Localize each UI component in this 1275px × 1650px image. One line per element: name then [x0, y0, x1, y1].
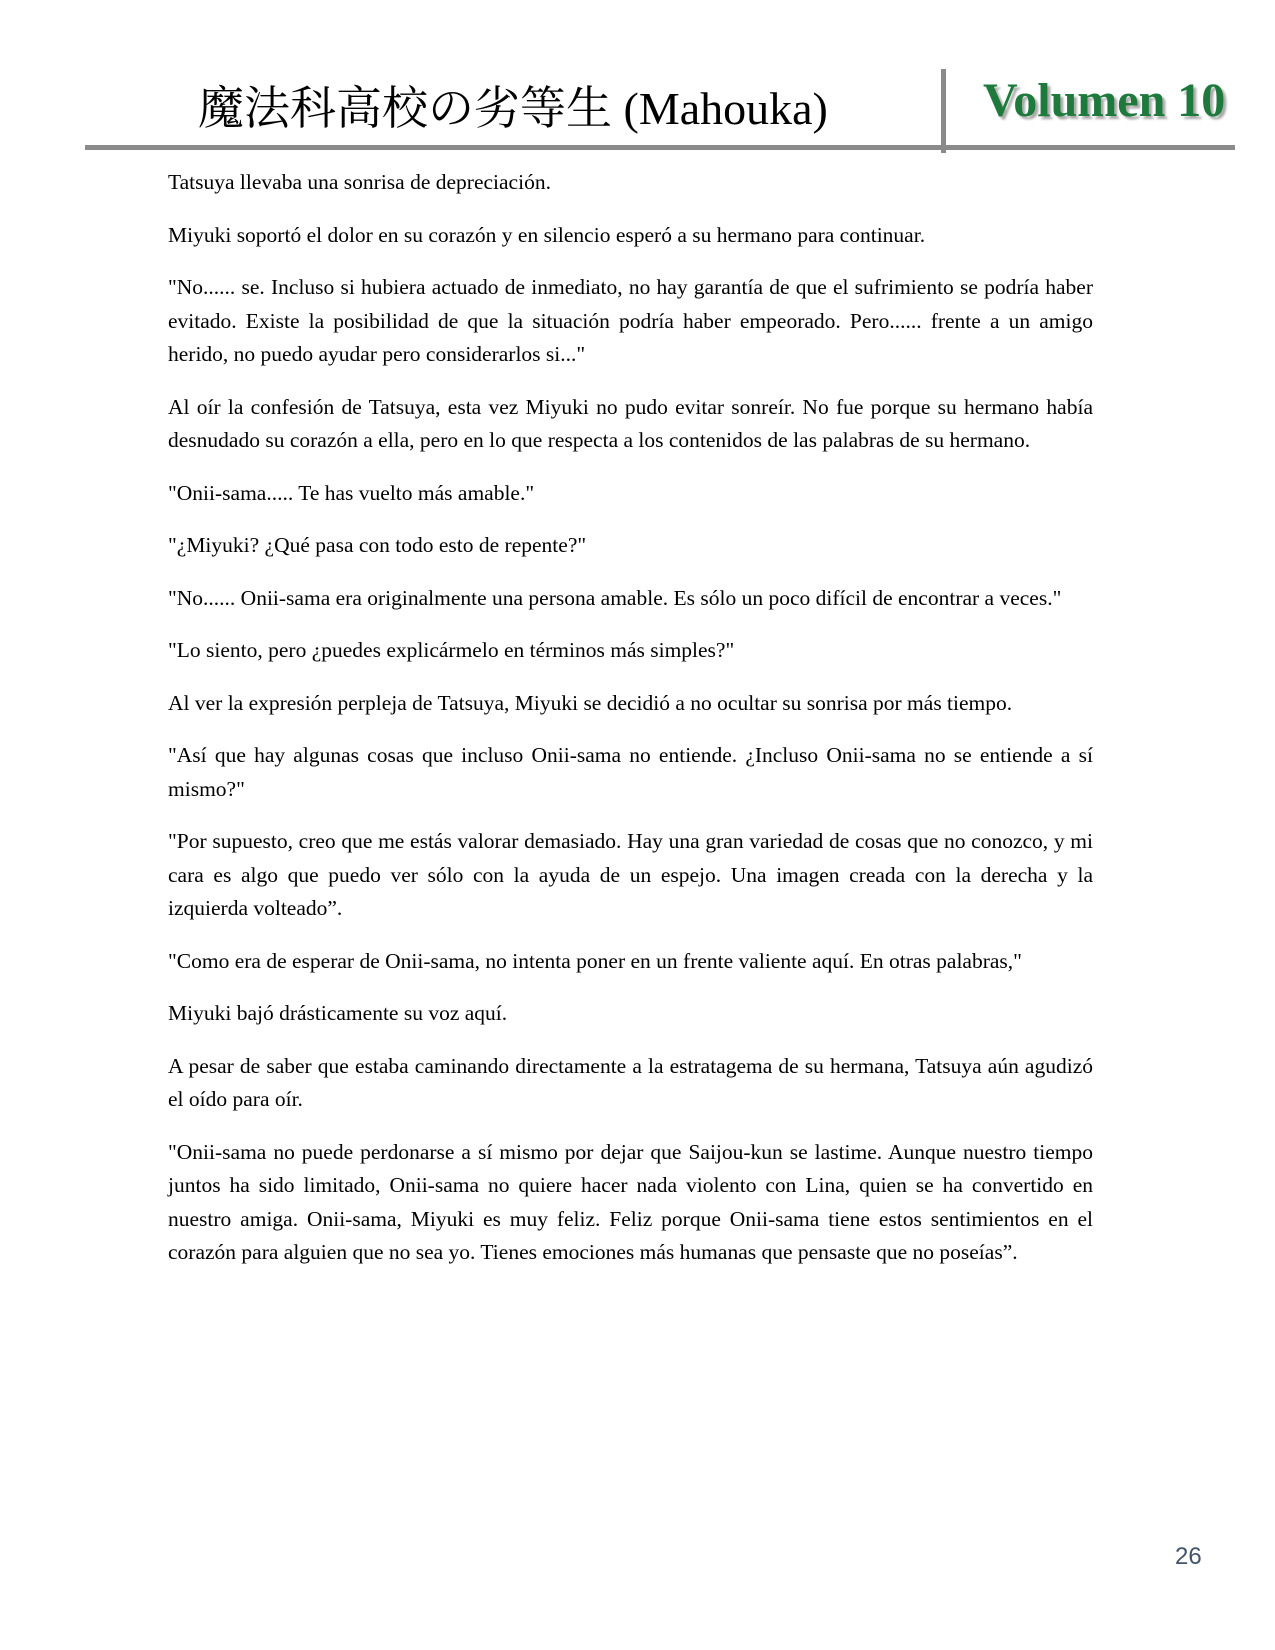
paragraph-07: "No...... Onii-sama era originalmente una persona amable. Es sólo un poco difícil de encontrar a veces."	[168, 585, 1062, 610]
header-horizontal-rule	[85, 145, 1235, 150]
paragraph-08: "Lo siento, pero ¿puedes explicármelo en términos más simples?"	[168, 638, 735, 662]
paragraph-03: "No...... se. Incluso si hubiera actuado de inmediato, no hay garantía de que el sufrimiento se podría haber evitado. Existe la posibilidad de que la situación podría haber empeorado. Pero...... frente a un amigo herido, no puedo ayudar pero considerarlos si..."	[168, 275, 1093, 366]
paragraph-06: "¿Miyuki? ¿Qué pasa con todo esto de repente?"	[168, 533, 587, 557]
paragraph-02: Miyuki soportó el dolor en su corazón y en silencio esperó a su hermano para continuar.	[168, 222, 926, 247]
paragraph-10: "Así que hay algunas cosas que incluso Onii-sama no entiende. ¿Incluso Onii-sama no se entiende a sí mismo?"	[168, 743, 1093, 801]
paragraph-12: "Como era de esperar de Onii-sama, no intenta poner en un frente valiente aquí. En otras palabras,"	[168, 948, 1022, 973]
page-title: 魔法科高校の劣等生 (Mahouka)	[198, 83, 828, 134]
paragraph-13: Miyuki bajó drásticamente su voz aquí.	[168, 1001, 508, 1025]
paragraph-15: "Onii-sama no puede perdonarse a sí mismo por dejar que Saijou-kun se lastime. Aunque nuestro tiempo juntos ha sido limitado, Onii-sama no quiere hacer nada violento con Lina, quien se ha convertido en nuestro amiga. Onii-sama, Miyuki es muy feliz. Feliz porque Onii-sama tiene estos sentimientos en el corazón para alguien que no sea yo. Tienes emociones más humanas que pensaste que no poseías”.	[168, 1139, 1093, 1264]
paragraph-09: Al ver la expresión perpleja de Tatsuya, Miyuki se decidió a no ocultar su sonrisa por más tiempo.	[168, 690, 1013, 715]
volume-label: Volumen 10	[983, 74, 1226, 127]
paragraph-05: "Onii-sama..... Te has vuelto más amable."	[168, 480, 535, 505]
header-vertical-divider	[941, 69, 946, 153]
body-text	[168, 166, 1093, 1289]
paragraph-01: Tatsuya llevaba una sonrisa de depreciación.	[168, 170, 551, 194]
paragraph-04: Al oír la confesión de Tatsuya, esta vez Miyuki no pudo evitar sonreír. No fue porque su hermano había desnudado su corazón a ella, pero en lo que respecta a los contenidos de las palabras de su hermano.	[168, 394, 1093, 452]
paragraph-14: A pesar de saber que estaba caminando directamente a la estratagema de su hermana, Tatsuya aún agudizó el oído para oír.	[168, 1053, 1093, 1111]
page-number: 26	[1175, 1543, 1202, 1570]
paragraph-11: "Por supuesto, creo que me estás valorar demasiado. Hay una gran variedad de cosas que no conozco, y mi cara es algo que puedo ver sólo con la ayuda de un espejo. Una imagen creada con la derecha y la izquierda volteado”.	[168, 829, 1093, 920]
